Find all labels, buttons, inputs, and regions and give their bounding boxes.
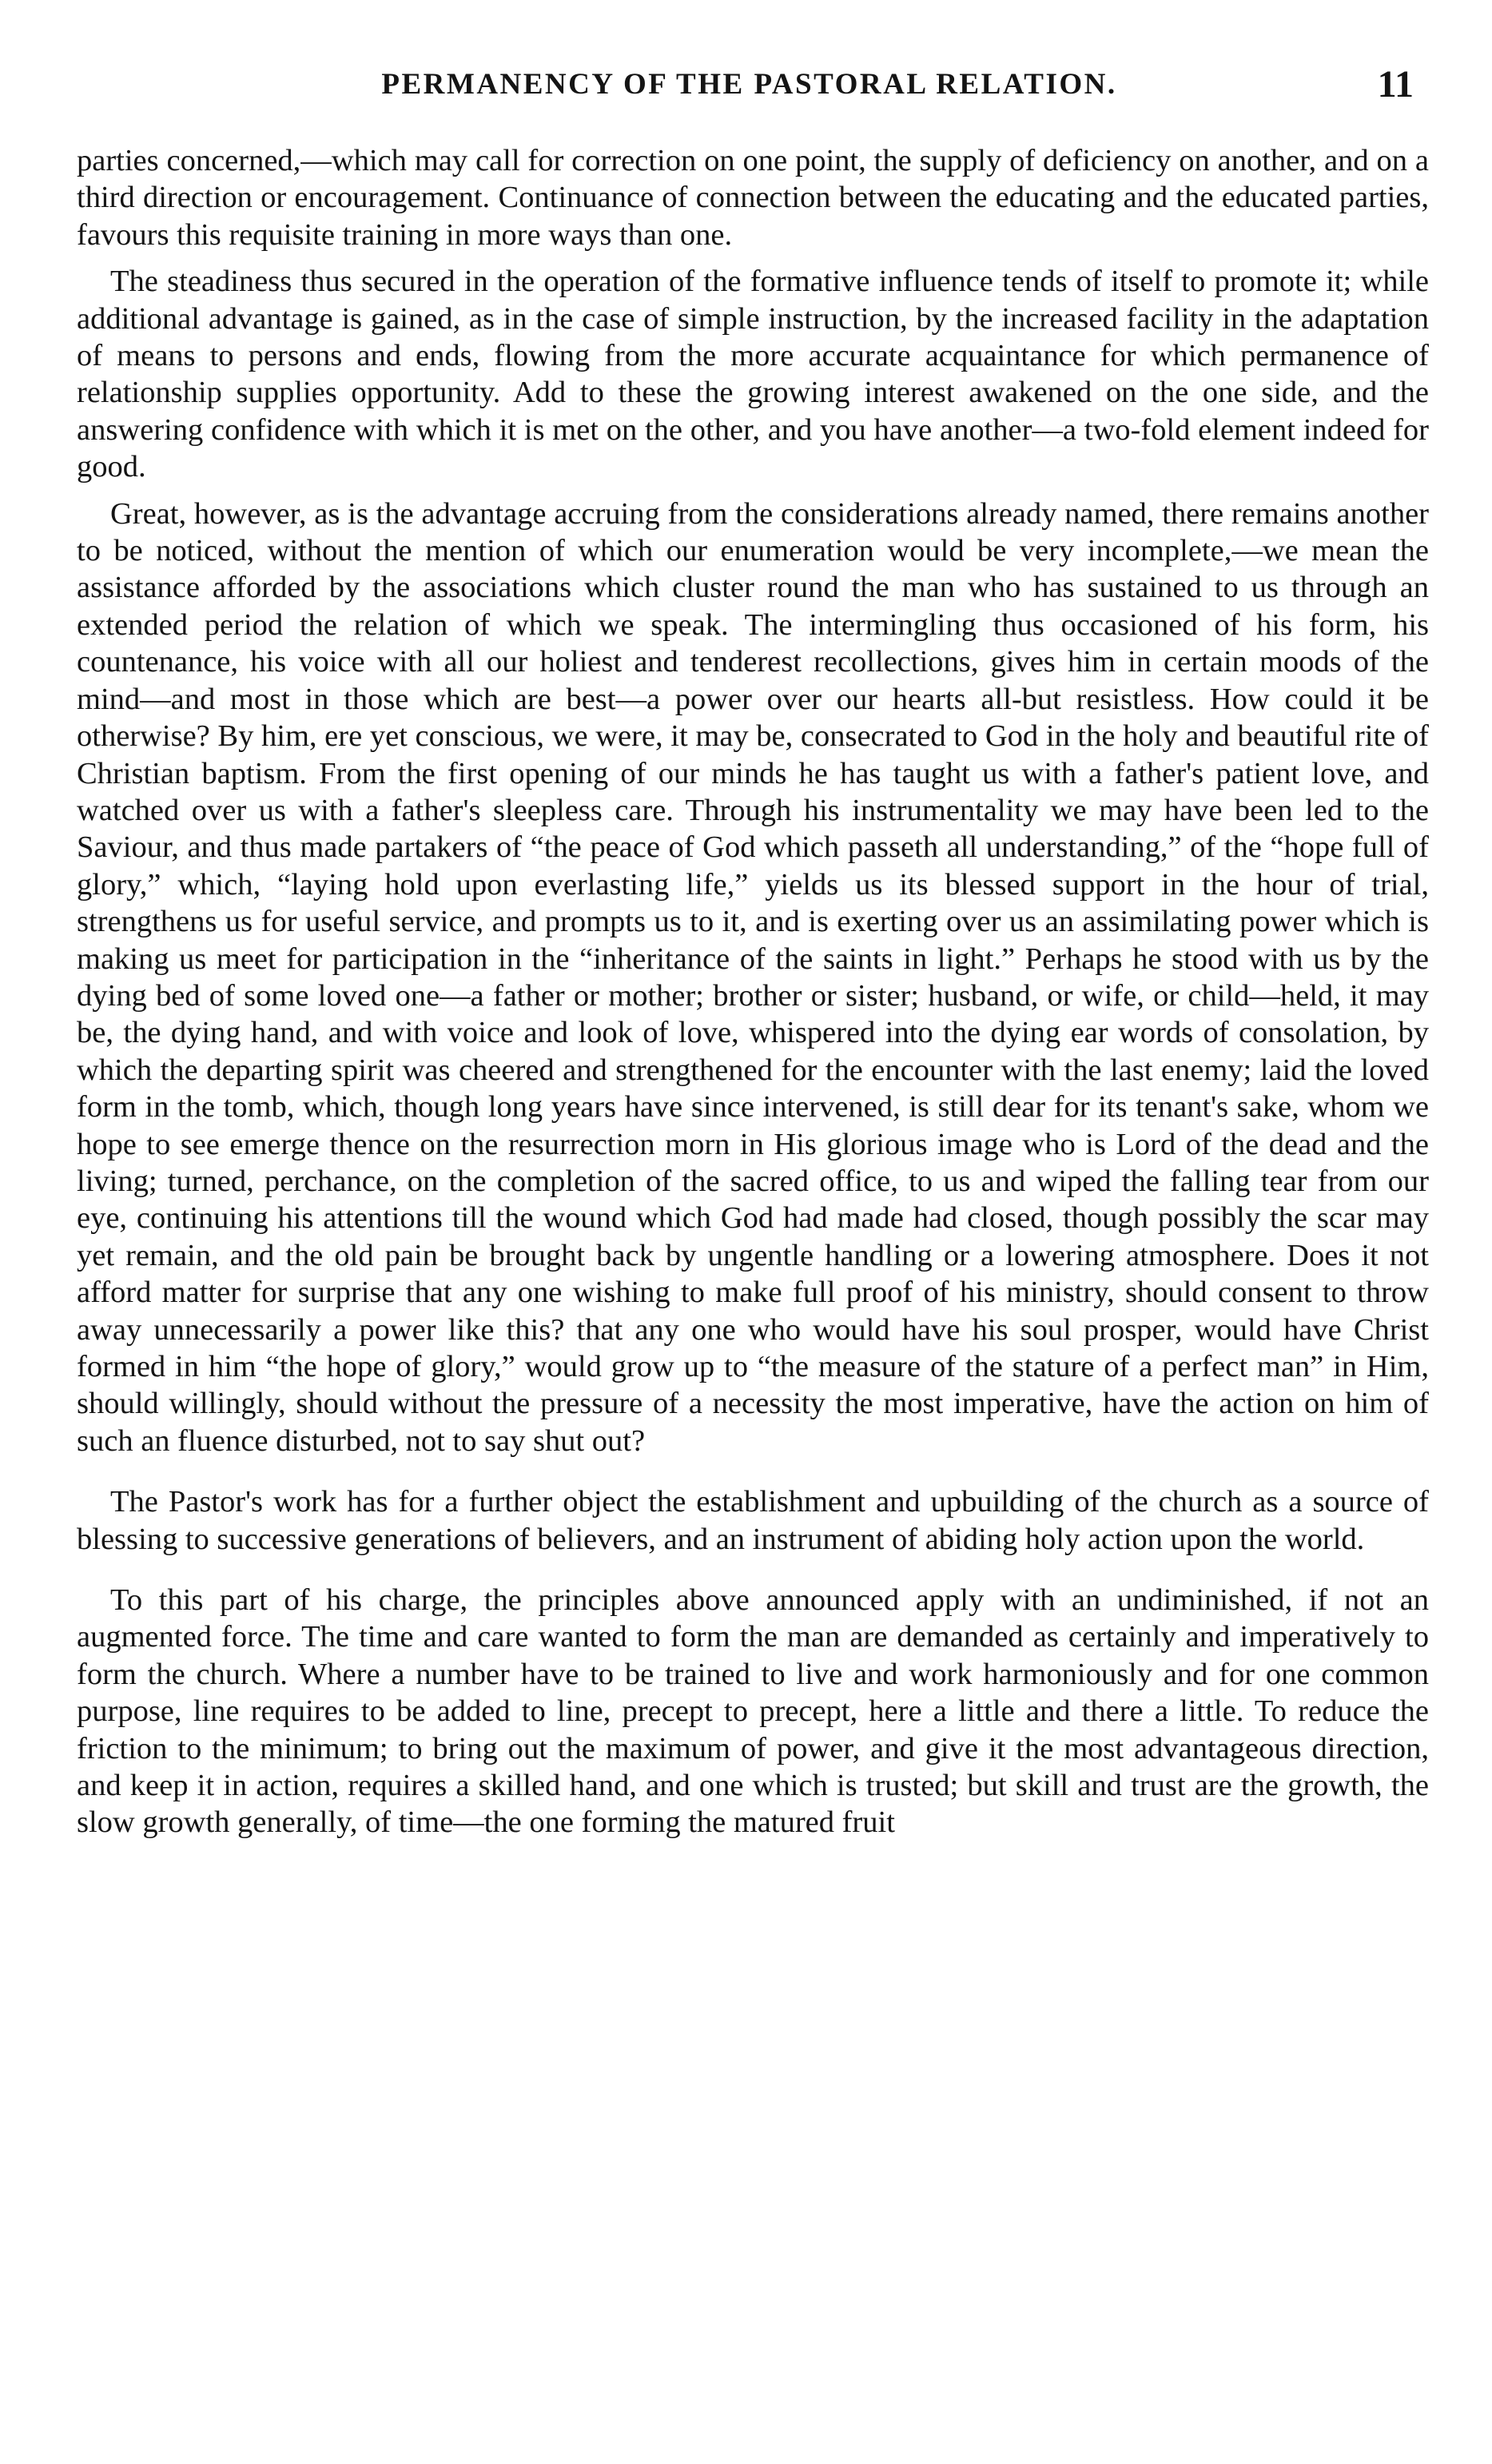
paragraph-continued: parties concerned,—which may call for correction on one point, the supply of deficiency on another, and on a third direction or encouragement. Continuance of connection between the educating and the educated parties, favours this requisite training in more ways than one.	[77, 144, 1429, 252]
paragraph-pastors-work: The Pastor's work has for a further object the establishment and upbuilding of the church as a source of blessing to successive generations of believers, and an instrument of abiding holy action upon the world.	[77, 1485, 1429, 1556]
body-text	[77, 142, 1429, 1851]
running-header	[80, 63, 1418, 115]
page-number: 11	[1377, 63, 1414, 105]
running-title: PERMANENCY OF THE PASTORAL RELATION.	[381, 68, 1117, 101]
paragraph-formative-influence: The steadiness thus secured in the operation of the formative influence tends of itself to promote it; while additional advantage is gained, as in the case of simple instruction, by the increased facility in the adaptation of means to persons and ends, flowing from the more accurate acquaintance for which permanence of relationship supplies opportunity. Add to these the growing interest awakened on the one side, and the answering confidence with which it is met on the other, and you have another—a two-fold element indeed for good.	[77, 265, 1429, 484]
paragraph-associations: Great, however, as is the advantage accruing from the considerations already named, there remains another to be noticed, without the mention of which our enumeration would be very incomplete,—we mean the assistance afforded by the associations which cluster round the man who has sustained to us through an extended period the relation of which we speak. The intermingling thus occasioned of his form, his countenance, his voice with all our holiest and tenderest recollections, gives him in certain moods of the mind—and most in those which are best—a power over our hearts all-but resistless. How could it be otherwise? By him, ere yet conscious, we were, it may be, consecrated to God in the holy and beautiful rite of Christian baptism. From the first opening of our minds he has taught us with a father's patient love, and watched over us with a father's sleepless care. Through his instrumentality we may have been led to the Saviour, and thus made partakers of “the peace of God which passeth all understanding,” of the “hope full of glory,” which, “laying hold upon everlasting life,” yields us its blessed support in the hour of trial, strengthens us for useful service, and prompts us to it, and is exerting over us an assimilating power which is making us meet for participation in the “inheritance of the saints in light.” Perhaps he stood with us by the dying bed of some loved one—a father or mother; brother or sister; husband, or wife, or child—held, it may be, the dying hand, and with voice and look of love, whispered into the dying ear words of consolation, by which the departing spirit was cheered and strengthened for the encounter with the last enemy; laid the loved form in the tomb, which, though long years have since intervened, is still dear for its tenant's sake, whom we hope to see emerge thence on the resurrection morn in His glorious image who is Lord of the dead and the living; turned, perchance, on the completion of the sacred office, to us and wiped the falling tear from our eye, continuing his attentions till the wound which God had made had closed, though possibly the scar may yet remain, and the old pain be brought back by ungentle handling or a lowering atmosphere. Does it not afford matter for surprise that any one wishing to make full proof of his ministry, should consent to throw away unnecessarily a power like this? that any one who would have his soul prosper, would have Christ formed in him “the hope of glory,” would grow up to “the measure of the stature of a perfect man” in Him, should willingly, should without the pressure of a necessity the most imperative, have the action on him of such an fluence disturbed, not to say shut out?	[77, 496, 1429, 1458]
paragraph-charge-principles: To this part of his charge, the principles above announced apply with an undiminished, if not an augmented force. The time and care wanted to form the man are demanded as certainly and imperatively to form the church. Where a number have to be trained to live and work harmoniously and for one common purpose, line requires to be added to line, precept to precept, here a little and there a little. To reduce the friction to the minimum; to bring out the maximum of power, and give it the most advantageous direction, and keep it in action, requires a skilled hand, and one which is trusted; but skill and trust are the growth, the slow growth generally, of time—the one forming the matured fruit	[77, 1583, 1429, 1840]
